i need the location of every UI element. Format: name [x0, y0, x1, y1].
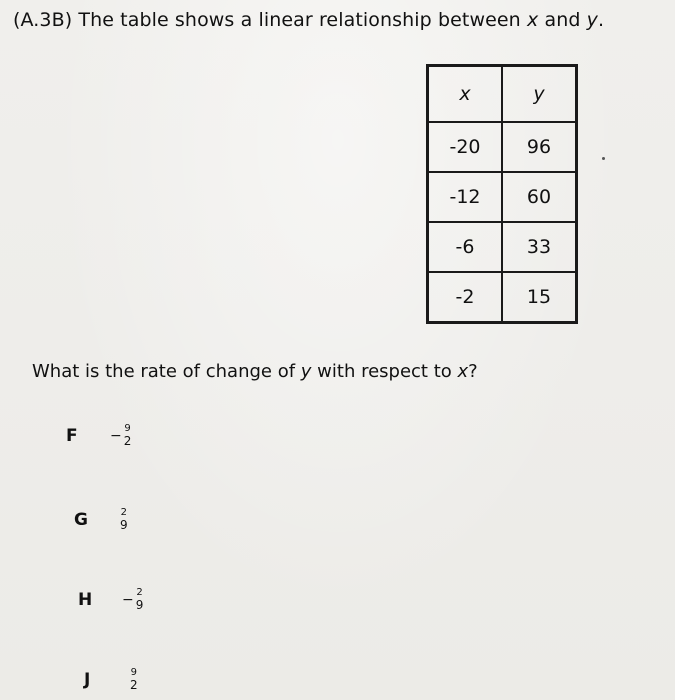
choice-letter: H: [78, 589, 93, 610]
fraction-numerator: 9: [124, 423, 131, 434]
header-y: y: [502, 66, 577, 123]
question-text: [13, 9, 604, 31]
header-x: x: [428, 66, 503, 123]
table-row: [428, 222, 577, 272]
choice-fraction: [110, 424, 131, 447]
question-var-x: x: [526, 9, 539, 31]
prompt-suffix: ?: [468, 361, 478, 382]
fraction-numerator: 2: [136, 587, 143, 598]
fraction-denominator: 2: [130, 678, 138, 692]
choice-letter: J: [84, 669, 91, 690]
table-row: [428, 172, 577, 222]
cell-y: 60: [502, 172, 577, 222]
cell-y: 33: [502, 222, 577, 272]
choice-fraction: [122, 588, 143, 611]
fraction-sign: −: [110, 427, 122, 444]
question-prefix: (A.3B) The table shows a linear relationship between: [13, 9, 527, 31]
choice-h[interactable]: [78, 588, 143, 611]
fraction-numerator: 9: [130, 667, 137, 678]
table-row: [428, 122, 577, 172]
table-header-row: [428, 66, 577, 123]
prompt-var-x: x: [457, 361, 469, 382]
fraction-numerator: 2: [120, 507, 127, 518]
cell-y: 96: [502, 122, 577, 172]
table-row: [428, 272, 577, 323]
prompt-var-y: y: [300, 361, 312, 382]
prompt-text: [32, 361, 478, 382]
choice-g[interactable]: [74, 508, 128, 531]
choice-f[interactable]: [66, 424, 131, 447]
cell-y: 15: [502, 272, 577, 323]
cell-x: -20: [428, 122, 503, 172]
question-var-y: y: [586, 9, 599, 31]
prompt-middle: with respect to: [311, 361, 458, 382]
fraction-denominator: 9: [120, 518, 128, 532]
question-middle: and: [538, 9, 587, 31]
choice-letter: G: [74, 509, 88, 530]
cell-x: -6: [428, 222, 503, 272]
xy-table: [426, 64, 578, 324]
stray-mark: [602, 157, 605, 160]
question-suffix: .: [598, 9, 605, 31]
prompt-prefix: What is the rate of change of: [32, 361, 301, 382]
cell-x: -12: [428, 172, 503, 222]
choice-fraction: [118, 508, 128, 531]
fraction-denominator: 9: [135, 598, 144, 612]
cell-x: -2: [428, 272, 503, 323]
fraction-sign: −: [122, 591, 134, 608]
choice-letter: F: [66, 425, 78, 446]
fraction-denominator: 2: [123, 434, 132, 448]
choice-fraction: [128, 668, 138, 691]
choice-j[interactable]: [84, 668, 138, 691]
